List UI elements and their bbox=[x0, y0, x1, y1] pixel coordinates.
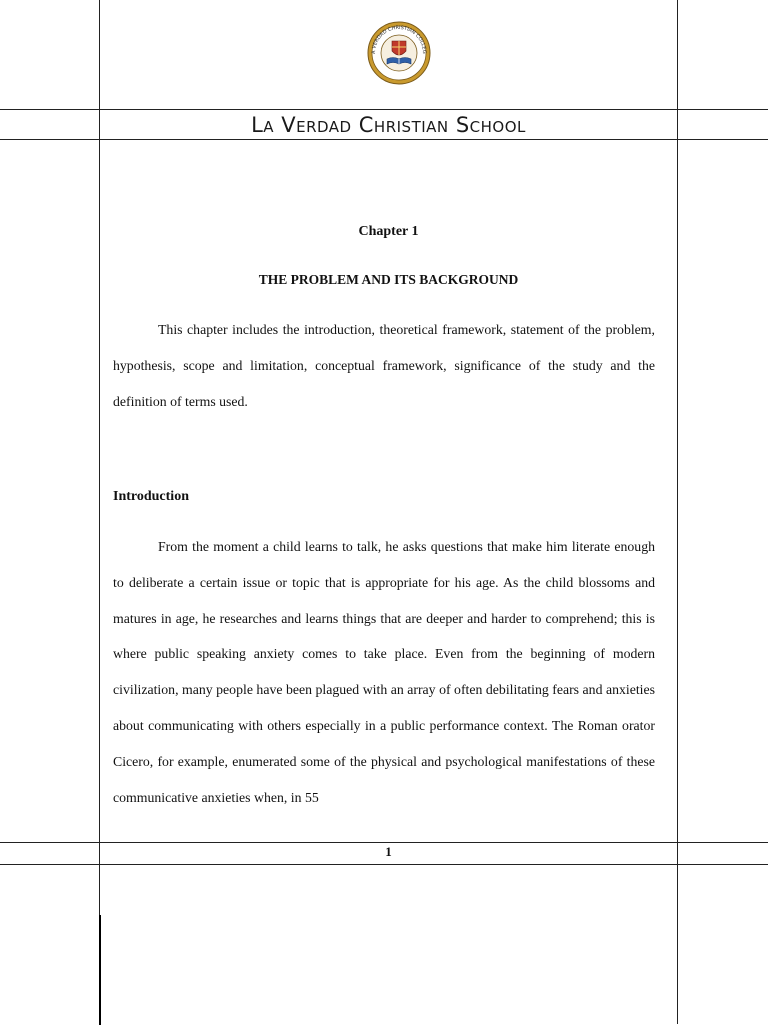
footer-bottom-rule bbox=[0, 864, 768, 865]
chapter-overview-text: This chapter includes the introduction, theoretical framework, statement of the problem, hypothesis, scope and limitation, conceptual framework, significance of the study and the definition of terms used. bbox=[113, 322, 655, 409]
left-margin-line bbox=[99, 0, 100, 1024]
header-bottom-rule bbox=[0, 139, 768, 140]
seal-text: A VERDAD CHRISTIAN COLLEG bbox=[370, 24, 428, 55]
page-number: 1 bbox=[385, 844, 392, 859]
school-name-header: La Verdad Christian School bbox=[251, 113, 526, 137]
introduction-paragraph bbox=[113, 529, 655, 815]
right-margin-line bbox=[677, 0, 678, 1024]
introduction-heading: Introduction bbox=[113, 489, 189, 504]
left-margin-mark bbox=[99, 915, 101, 1025]
footer-top-rule bbox=[0, 842, 768, 843]
chapter-overview-paragraph bbox=[113, 312, 655, 419]
school-seal-logo bbox=[362, 21, 436, 85]
chapter-title: THE PROBLEM AND ITS BACKGROUND bbox=[258, 272, 519, 287]
header-top-rule bbox=[0, 109, 768, 110]
introduction-text: From the moment a child learns to talk, he asks questions that make him literate enough to deliberate a certain issue or topic that is appropriate for his age. As the child blossoms and matures in age, he researches and learns things that are deeper and harder to comprehend; this is where public speaking anxiety comes to take place. Even from the beginning of modern civilization, many people have been plagued with an array of often debilitating fears and anxieties about communicating with others especially in a public performance context. The Roman orator Cicero, for example, enumerated some of the physical and psychological manifestations of these communicative anxieties when, in 55 bbox=[113, 539, 655, 805]
chapter-label: Chapter 1 bbox=[358, 224, 419, 239]
